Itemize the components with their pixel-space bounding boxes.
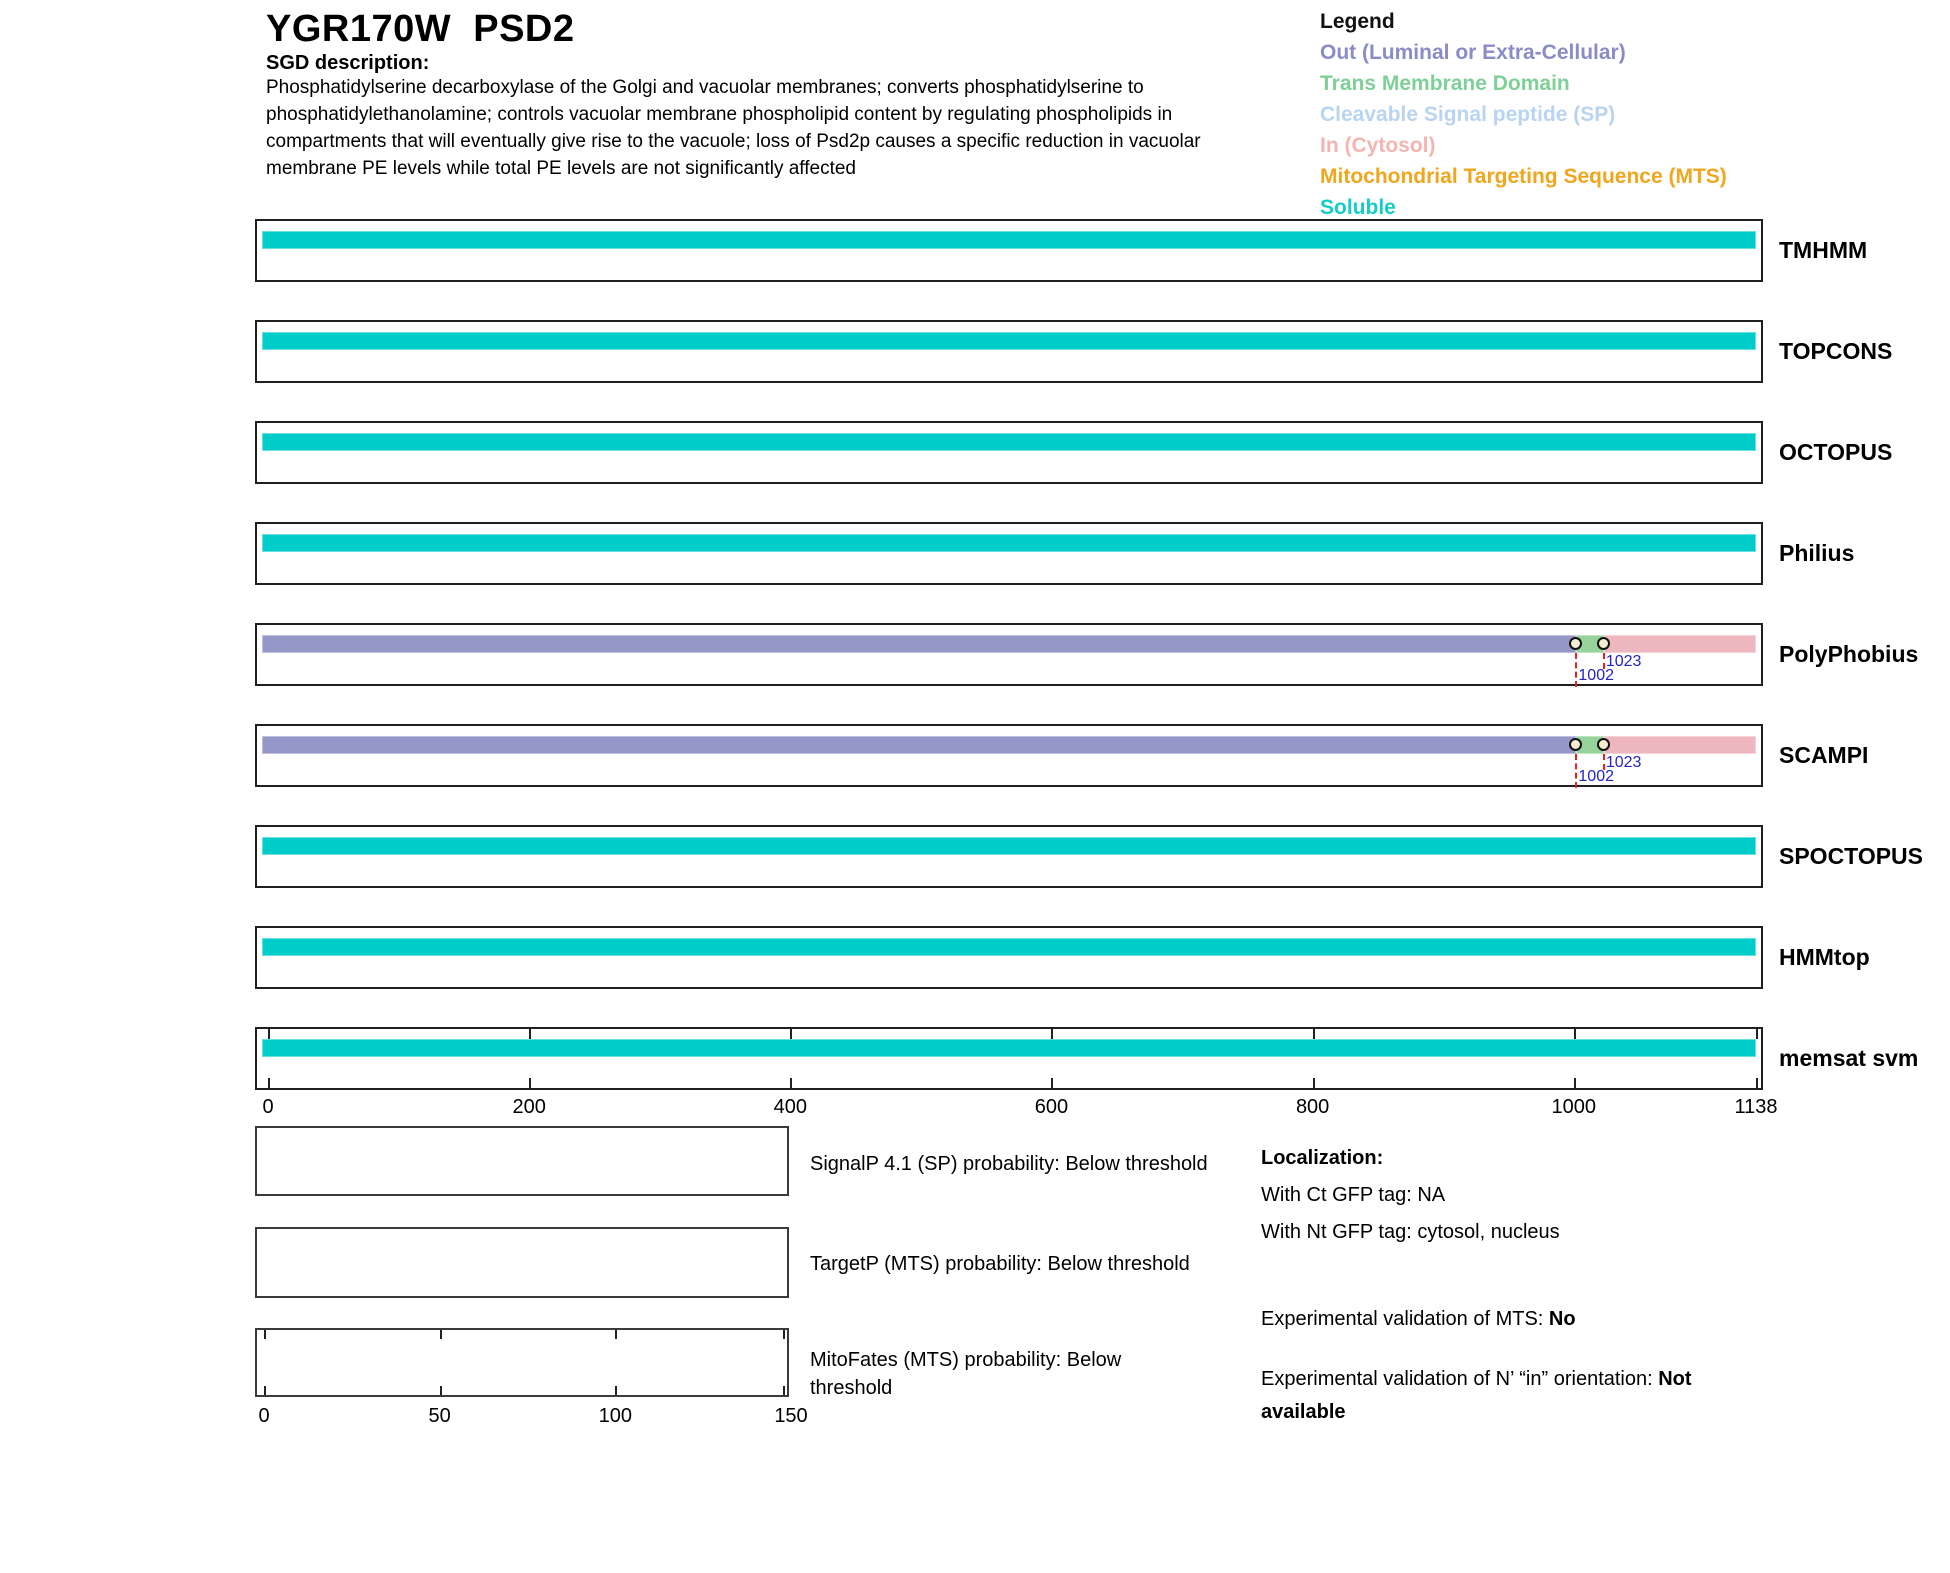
legend-item-in: In (Cytosol): [1320, 134, 1436, 157]
track-box-memsat-svm: [255, 1027, 1763, 1090]
legend-item-soluble: Soluble: [1320, 196, 1396, 219]
probability-plot-label: threshold: [810, 1377, 893, 1399]
ruler-tick-top: [1574, 1029, 1576, 1039]
ruler-tick-bottom: [790, 1078, 792, 1088]
track-bar-segment-soluble: [262, 1039, 1756, 1057]
ruler-tick-top: [1051, 1029, 1053, 1039]
track-bar-segment-soluble: [262, 231, 1756, 249]
track-box-octopus: [255, 421, 1763, 484]
track-box-topcons: [255, 320, 1763, 383]
boundary-line: [1575, 653, 1577, 687]
validation-prefix: Experimental validation of MTS:: [1261, 1308, 1549, 1330]
track-bar-segment-soluble: [262, 837, 1756, 855]
sequence-axis-tick-label: 600: [1034, 1096, 1069, 1118]
track-box-philius: [255, 522, 1763, 585]
validation-line: [1261, 1303, 1781, 1336]
validation-value: Not available: [1261, 1368, 1692, 1423]
track-bar-segment-soluble: [262, 433, 1756, 451]
track-label-octopus: OCTOPUS: [1779, 438, 1893, 465]
boundary-line: [1603, 653, 1605, 669]
boundary-position-label: 1023: [1605, 653, 1642, 670]
track-bar-segment-soluble: [262, 938, 1756, 956]
legend-item-tm: Trans Membrane Domain: [1320, 72, 1570, 95]
probability-ruler-tick-bottom: [440, 1386, 442, 1395]
probability-axis-tick-label: 100: [598, 1405, 633, 1427]
track-box-hmmtop: [255, 926, 1763, 989]
track-box-polyphobius: [255, 623, 1763, 686]
ruler-tick-top: [1313, 1029, 1315, 1039]
probability-plot-label: MitoFates (MTS) probability: Below: [810, 1349, 1122, 1371]
localization-title: Localization:: [1261, 1147, 1384, 1169]
sequence-axis-tick-label: 400: [773, 1096, 807, 1118]
probability-plot-box-0: [255, 1126, 789, 1196]
track-label-polyphobius: PolyPhobius: [1779, 640, 1919, 667]
ruler-tick-top: [268, 1029, 270, 1039]
probability-ruler-tick-top: [783, 1330, 785, 1339]
boundary-line: [1575, 754, 1577, 788]
tm-boundary-marker: [1597, 637, 1610, 650]
track-bar-segment-soluble: [262, 332, 1756, 350]
track-label-scampi: SCAMPI: [1779, 741, 1869, 768]
boundary-position-label: 1002: [1578, 768, 1614, 785]
localization-line: With Ct GFP tag: NA: [1261, 1184, 1446, 1206]
sequence-axis-tick-label: 1000: [1551, 1096, 1597, 1118]
boundary-position-label: 1002: [1578, 667, 1614, 684]
sequence-axis-tick-label: 200: [512, 1096, 546, 1118]
ruler-tick-bottom: [1756, 1078, 1758, 1088]
track-box-tmhmm: [255, 219, 1763, 282]
ruler-tick-top: [529, 1029, 531, 1039]
ruler-tick-bottom: [1313, 1078, 1315, 1088]
ruler-tick-bottom: [1051, 1078, 1053, 1088]
localization-line: With Nt GFP tag: cytosol, nucleus: [1261, 1221, 1560, 1243]
sgd-description-label: SGD description:: [266, 52, 430, 74]
track-label-spoctopus: SPOCTOPUS: [1779, 842, 1923, 869]
legend-item-sp: Cleavable Signal peptide (SP): [1320, 103, 1616, 126]
track-label-philius: Philius: [1779, 539, 1855, 566]
probability-plot-label: SignalP 4.1 (SP) probability: Below threshold: [810, 1153, 1208, 1175]
track-label-memsat-svm: memsat svm: [1779, 1044, 1919, 1071]
legend-items: [1320, 37, 1727, 223]
boundary-line: [1603, 754, 1605, 770]
probability-axis-tick-label: 50: [428, 1405, 451, 1427]
track-label-hmmtop: HMMtop: [1779, 943, 1870, 970]
validation-line: [1261, 1363, 1781, 1429]
probability-plot-label: TargetP (MTS) probability: Below threshold: [810, 1253, 1190, 1275]
probability-axis-tick-label: 150: [774, 1405, 808, 1427]
validation-value: No: [1548, 1308, 1576, 1330]
track-box-spoctopus: [255, 825, 1763, 888]
track-bar-segment-out: [262, 635, 1576, 653]
probability-ruler-tick-bottom: [615, 1386, 617, 1395]
sequence-axis-tick-label: 1138: [1734, 1096, 1778, 1118]
probability-plot-box-2: [255, 1328, 789, 1397]
probability-ruler-tick-bottom: [783, 1386, 785, 1395]
sequence-axis-tick-label: 800: [1295, 1096, 1330, 1118]
probability-plot-box-1: [255, 1227, 789, 1298]
probability-ruler-tick-top: [615, 1330, 617, 1339]
tm-boundary-marker: [1597, 738, 1610, 751]
sgd-description-text: Phosphatidylserine decarboxylase of the Golgi and vacuolar membranes; converts phosphatidylserine to phosphatidylethanolamine; controls vacuolar membrane phospholipid content by regulating phospholipids in compartments that will eventually give rise to the vacuole; loss of Psd2p causes a specific reduction in vacuolar membrane PE levels while total PE levels are not significantly affected: [266, 77, 1201, 179]
probability-ruler-tick-bottom: [264, 1386, 266, 1395]
ruler-tick-bottom: [1574, 1078, 1576, 1088]
page-title: YGR170W PSD2: [266, 8, 575, 50]
ruler-tick-bottom: [529, 1078, 531, 1088]
ruler-tick-top: [790, 1029, 792, 1039]
legend-item-mts: Mitochondrial Targeting Sequence (MTS): [1320, 165, 1727, 188]
track-box-scampi: [255, 724, 1763, 787]
probability-ruler-tick-top: [440, 1330, 442, 1339]
legend: [1320, 6, 1727, 223]
track-bar-segment-out: [262, 736, 1576, 754]
legend-title: Legend: [1320, 10, 1395, 33]
validation-prefix: Experimental validation of N’ “in” orientation:: [1261, 1368, 1659, 1390]
boundary-position-label: 1023: [1605, 754, 1642, 771]
track-label-topcons: TOPCONS: [1779, 337, 1893, 364]
probability-ruler-tick-top: [264, 1330, 266, 1339]
ruler-tick-top: [1756, 1029, 1758, 1039]
ruler-tick-bottom: [268, 1078, 270, 1088]
track-bar-segment-soluble: [262, 534, 1756, 552]
probability-axis-tick-label: 0: [258, 1405, 270, 1427]
track-label-tmhmm: TMHMM: [1779, 236, 1868, 263]
sequence-axis-tick-label: 0: [262, 1096, 274, 1118]
track-bar-segment-in: [1604, 635, 1756, 653]
track-bar-segment-in: [1604, 736, 1756, 754]
legend-item-out: Out (Luminal or Extra-Cellular): [1320, 41, 1626, 64]
